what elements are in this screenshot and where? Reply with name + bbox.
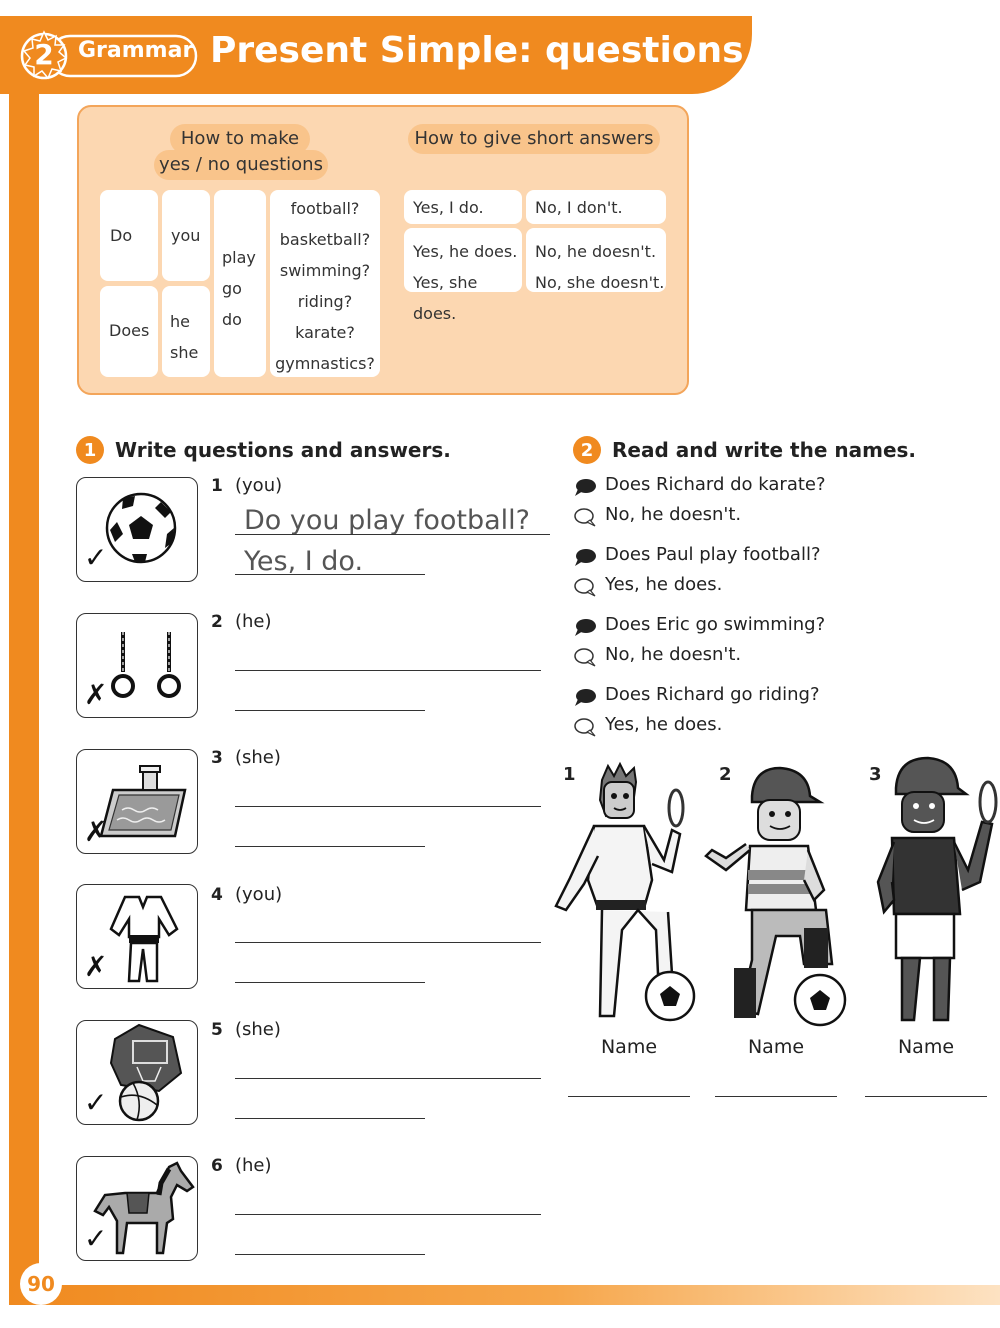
question-line-1 (235, 534, 550, 535)
answer-yes-he-she (404, 228, 522, 323)
name-label-3: Name (897, 1036, 955, 1058)
section-label: Grammar (78, 38, 194, 63)
answer-yes-i: Yes, I do. (404, 190, 522, 224)
name-label-2: Name (747, 1036, 805, 1058)
question-bubble-icon (573, 687, 597, 707)
question-answer-1[interactable]: Do you play football? (244, 505, 530, 536)
dialogue-question-2: Does Paul play football? (605, 544, 821, 565)
answer-yes-he: Yes, he does. (413, 242, 518, 261)
activity-basketball: basketball? (279, 230, 371, 249)
check-mark-5: ✓ (84, 1086, 108, 1119)
cross-mark-4: ✗ (84, 950, 108, 983)
person-3-swimming-illustration (850, 750, 1000, 1030)
dialogue-answer-3: No, he doesn't. (605, 644, 742, 665)
item-number-2: 2 (211, 612, 223, 632)
person-number-2: 2 (719, 764, 732, 785)
question-bubble-icon (573, 617, 597, 637)
activity-cell (270, 190, 380, 377)
activity-swimming: swimming? (279, 261, 371, 280)
activity-riding: riding? (297, 292, 353, 311)
subject-you: you (171, 226, 201, 245)
item-number-3: 3 (211, 748, 223, 768)
answer-line-6[interactable] (235, 1254, 425, 1255)
question-bubble-icon (573, 547, 597, 567)
question-line-2[interactable] (235, 670, 541, 671)
verb-cell (214, 190, 266, 377)
subject-she: she (170, 343, 199, 362)
exercise2-heading: Read and write the names. (612, 438, 917, 462)
make-heading-pill-2: yes / no questions (154, 150, 328, 180)
exercise2-number: 2 (573, 436, 601, 464)
verb-do: do (222, 310, 242, 329)
answer-bubble-icon (573, 647, 597, 667)
answer-yes-she: Yes, she does. (413, 273, 478, 323)
aux-do: Do (110, 226, 133, 245)
answer-line-5[interactable] (235, 1118, 425, 1119)
verb-play: play (222, 248, 256, 267)
answer-line-2[interactable] (235, 710, 425, 711)
unit-number: 2 (34, 38, 54, 71)
bottom-strip (9, 1285, 1000, 1305)
aux-do-cell (100, 190, 158, 281)
name-line-2[interactable] (715, 1096, 837, 1097)
item-pronoun-5: (she) (235, 1019, 281, 1040)
item-pronoun-4: (you) (235, 884, 283, 905)
answer-line-3[interactable] (235, 846, 425, 847)
page-title: Present Simple: questions (210, 30, 744, 71)
person-number-3: 3 (869, 764, 882, 785)
question-line-5[interactable] (235, 1078, 541, 1079)
answer-no-he: No, he doesn't. (535, 242, 657, 261)
person-1-karate-illustration (548, 760, 698, 1030)
dialogue-question-1: Does Richard do karate? (605, 474, 826, 495)
cross-mark-3: ✗ (84, 815, 108, 848)
dialogue-question-3: Does Eric go swimming? (605, 614, 826, 635)
person-number-1: 1 (563, 764, 576, 785)
name-line-1[interactable] (568, 1096, 690, 1097)
answer-bubble-icon (573, 717, 597, 737)
check-mark-6: ✓ (84, 1222, 108, 1255)
dialogue-answer-4: Yes, he does. (605, 714, 723, 735)
name-line-3[interactable] (865, 1096, 987, 1097)
left-margin-strip (9, 94, 39, 1294)
check-mark-1: ✓ (84, 541, 108, 574)
question-line-6[interactable] (235, 1214, 541, 1215)
answer-bubble-icon (573, 577, 597, 597)
verb-go: go (222, 279, 242, 298)
subject-you-cell (162, 190, 210, 281)
exercise1-heading: Write questions and answers. (115, 438, 451, 462)
item-pronoun-6: (he) (235, 1155, 272, 1176)
activity-karate: karate? (295, 323, 355, 342)
answer-line-1 (235, 574, 425, 575)
subject-he-she-cell (162, 286, 210, 377)
activity-gymnastics: gymnastics? (275, 354, 375, 373)
question-line-3[interactable] (235, 806, 541, 807)
item-number-4: 4 (211, 885, 223, 905)
person-2-riding-illustration (700, 760, 850, 1030)
item-pronoun-1: (you) (235, 475, 283, 496)
activity-football: football? (290, 199, 360, 218)
exercise1-number: 1 (76, 436, 104, 464)
subject-he: he (170, 312, 190, 331)
cross-mark-2: ✗ (84, 678, 108, 711)
answer-no-i: No, I don't. (526, 190, 666, 224)
dialogue-answer-1: No, he doesn't. (605, 504, 742, 525)
short-answer-1[interactable]: Yes, I do. (244, 546, 364, 577)
aux-does-cell (100, 286, 158, 377)
answer-line-4[interactable] (235, 982, 425, 983)
item-pronoun-2: (he) (235, 611, 272, 632)
item-number-1: 1 (211, 476, 223, 496)
name-label-1: Name (600, 1036, 658, 1058)
dialogue-question-4: Does Richard go riding? (605, 684, 820, 705)
answers-heading-pill: How to give short answers (408, 124, 660, 154)
question-line-4[interactable] (235, 942, 541, 943)
aux-does: Does (109, 321, 150, 340)
answer-no-she: No, she doesn't. (535, 273, 665, 292)
item-pronoun-3: (she) (235, 747, 281, 768)
question-bubble-icon (573, 477, 597, 497)
dialogue-answer-2: Yes, he does. (605, 574, 723, 595)
item-number-5: 5 (211, 1020, 223, 1040)
answer-bubble-icon (573, 507, 597, 527)
answer-no-he-she (526, 228, 666, 292)
make-heading-pill-1: How to make (170, 124, 310, 154)
page-number: 90 (20, 1263, 62, 1305)
item-number-6: 6 (211, 1156, 223, 1176)
